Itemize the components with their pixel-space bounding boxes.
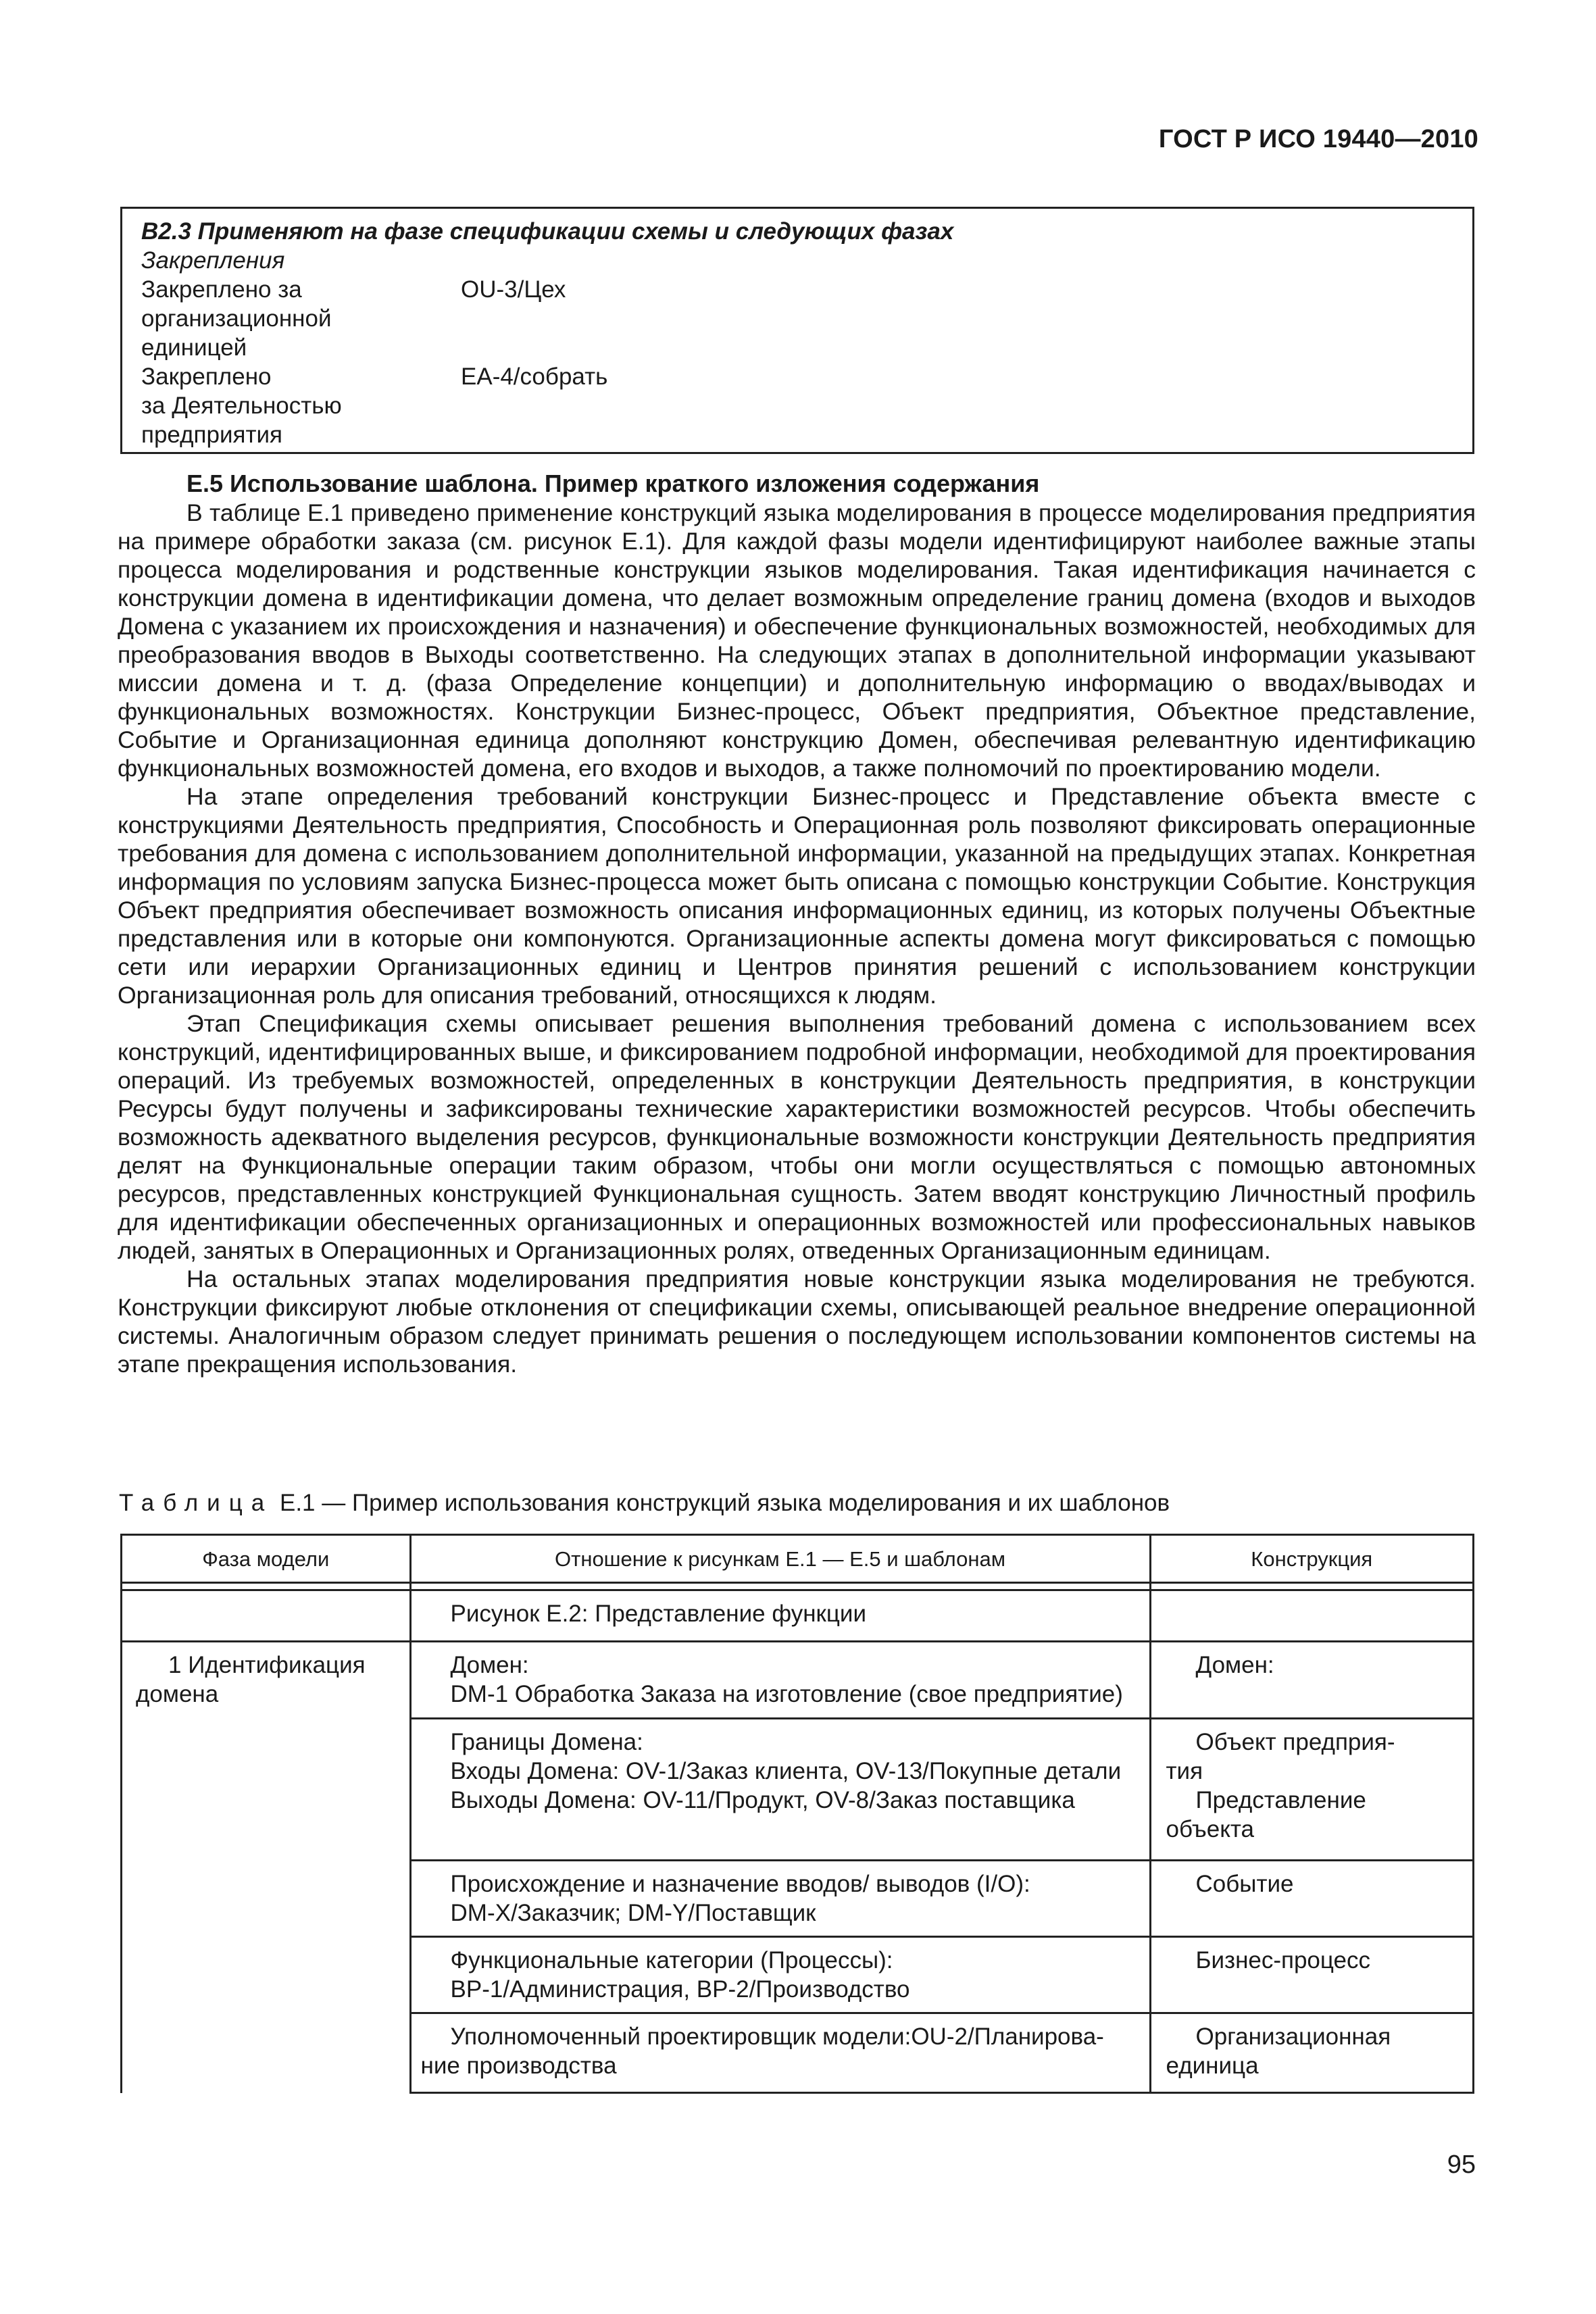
section-e5 bbox=[118, 469, 1476, 1378]
table-row bbox=[122, 1590, 1474, 1642]
column-header: Конструкция bbox=[1150, 1535, 1474, 1583]
construct-line: Домен: bbox=[1195, 1652, 1274, 1678]
spacer-cell bbox=[410, 1583, 1150, 1590]
label-line: за Деятельностью bbox=[141, 393, 342, 419]
label-line: организационной bbox=[141, 305, 332, 332]
label-line: Закреплено за bbox=[141, 276, 302, 303]
section-heading: Е.5 Использование шаблона. Пример краткого изложения содержания bbox=[186, 470, 1040, 497]
relation-cell bbox=[410, 1861, 1150, 1937]
box-row bbox=[141, 275, 1455, 362]
relation-line: ние производства bbox=[420, 2053, 617, 2079]
construct-cell bbox=[1150, 1937, 1474, 2013]
relation-line: Домен: bbox=[450, 1652, 529, 1678]
label-line: предприятия bbox=[141, 422, 282, 448]
label-line: Закреплено bbox=[141, 363, 272, 390]
construct-line: Представление bbox=[1195, 1787, 1366, 1813]
paragraph: На этапе определения требований конструкции Бизнес-процесс и Представление объекта вместе с конструкциями Деятельность предприятия, Способность и Операционная роль позволяют фиксировать операционные требования для домена с использованием дополнительной информации, указанной на предыдущих этапах. Конкретная информация по условиям запуска Бизнес-процесса может быть описана с помощью конструкции Событие. Конструкция Объект предприятия обеспечивает возможность описания информационных единиц, из которых получены Объектные представления или в которые они компонуются. Организационные аспекты домена могут фиксироваться с помощью сети или иерархии Организационных единиц и Центров принятия решений с использованием конструкции Организационная роль для описания требований, относящихся к людям. bbox=[118, 783, 1476, 1009]
construct-cell bbox=[1150, 1590, 1474, 1642]
phase-line: домена bbox=[136, 1681, 219, 1707]
table-header-row bbox=[122, 1535, 1474, 1583]
relation-cell bbox=[410, 1719, 1150, 1861]
construct-line: Бизнес-процесс bbox=[1195, 1947, 1371, 1973]
construct-line: объекта bbox=[1166, 1816, 1254, 1842]
relation-line: DM-1 Обработка Заказа на изготовление (свое предприятие) bbox=[450, 1681, 1123, 1707]
box-row-value: OU-3/Цех bbox=[461, 276, 566, 303]
paragraph: Этап Спецификация схемы описывает решения выполнения требований домена с использованием всех конструкций, идентифицированных выше, и фиксированием подробной информации, необходимой для проектирования операций. Из требуемых возможностей, определенных в конструкции Деятельность предприятия, в конструкции Ресурсы будут получены и зафиксированы технические характеристики возможностей ресурсов. Чтобы обеспечить возможность адекватного выделения ресурсов, функциональные возможности конструкции Деятельность предприятия делят на Функциональные операции таким образом, чтобы они могли осуществляться с помощью автономных ресурсов, представленных конструкцией Функциональная сущность. Затем вводят конструкцию Личностный профиль для идентификации обеспеченных организационных и операционных возможностей или профессиональных навыков людей, занятых в Операционных и Организационных ролях, отведенных Организационным единицам. bbox=[118, 1010, 1476, 1264]
paragraph: В таблице Е.1 приведено применение конструкций языка моделирования в процессе моделирования предприятия на примере обработки заказа (см. рисунок Е.1). Для каждой фазы модели идентифицируют наиболее важные этапы процесса моделирования и родственные конструкции языков моделирования. Такая идентификация начинается с конструкции домена в идентификации домена, что делает возможным определение границ домена (входов и выходов Домена с указанием их происхождения и назначения) и обеспечение функциональных возможностей, необходимых для преобразования вводов в Выходы соответственно. На следующих этапах в дополнительной информации указывают миссии домена и т. д. (фаза Определение концепции) и дополнительную информацию о вводах/выводах и функциональных возможностях. Конструкции Бизнес-процесс, Объект предприятия, Объектное представление, Событие и Организационная единица дополняют конструкцию Домен, обеспечивая релевантную идентификацию функциональных возможностей домена, его входов и выходов, а также полномочий по проектированию модели. bbox=[118, 499, 1476, 782]
box-subtitle: Закрепления bbox=[141, 247, 285, 274]
box-title: B2.3 Применяют на фазе спецификации схемы и следующих фазах bbox=[141, 218, 954, 245]
box-row bbox=[141, 362, 1455, 449]
construct-line: тия bbox=[1166, 1758, 1203, 1784]
figure-reference: Рисунок Е.2: Представление функции bbox=[450, 1601, 867, 1627]
phase-cell bbox=[122, 1642, 411, 2093]
relation-line: Входы Домена: OV-1/Заказ клиента, OV-13/Покупные детали bbox=[450, 1758, 1122, 1784]
construct-line: Объект предприя- bbox=[1195, 1729, 1395, 1755]
construct-cell bbox=[1150, 2013, 1474, 2093]
relation-cell bbox=[410, 1937, 1150, 2013]
relation-line: Границы Домена: bbox=[450, 1729, 643, 1755]
table-spacer bbox=[122, 1583, 1474, 1590]
construct-cell bbox=[1150, 1719, 1474, 1861]
page-number: 95 bbox=[1447, 2150, 1476, 2179]
phase-cell bbox=[122, 1590, 411, 1642]
relation-cell bbox=[410, 1590, 1150, 1642]
spacer-cell bbox=[122, 1583, 411, 1590]
construct-cell bbox=[1150, 1861, 1474, 1937]
relation-line: Выходы Домена: OV-11/Продукт, OV-8/Заказ поставщика bbox=[450, 1787, 1075, 1813]
relation-line: BP-1/Администрация, BP-2/Производство bbox=[450, 1976, 910, 2003]
table-caption-label: Таблица bbox=[119, 1490, 274, 1516]
attributes-box bbox=[120, 207, 1474, 454]
relation-cell bbox=[410, 1642, 1150, 1719]
paragraph: На остальных этапах моделирования предприятия новые конструкции языка моделирования не требуются. Конструкции фиксируют любые отклонения от спецификации схемы, описывающей реальное внедрение операционной системы. Аналогичным образом следует принимать решения о последующем использовании компонентов системы на этапе прекращения использования. bbox=[118, 1265, 1476, 1378]
relation-line: DM-X/Заказчик; DM-Y/Поставщик bbox=[450, 1900, 816, 1926]
column-header: Отношение к рисункам Е.1 — Е.5 и шаблонам bbox=[410, 1535, 1150, 1583]
example-table bbox=[120, 1534, 1474, 2094]
construct-line: Событие bbox=[1195, 1871, 1294, 1897]
standard-header: ГОСТ Р ИСО 19440—2010 bbox=[1158, 125, 1478, 153]
construct-line: Организационная bbox=[1195, 2023, 1391, 2050]
box-row-label bbox=[141, 362, 461, 449]
column-header: Фаза модели bbox=[122, 1535, 411, 1583]
phase-line: 1 Идентификация bbox=[168, 1652, 366, 1678]
relation-line: Функциональные категории (Процессы): bbox=[450, 1947, 893, 1973]
relation-line: Происхождение и назначение вводов/ выводов (I/O): bbox=[450, 1871, 1030, 1897]
table-caption bbox=[119, 1490, 1170, 1517]
label-line: единицей bbox=[141, 334, 247, 361]
box-row-value: EA-4/собрать bbox=[461, 363, 608, 390]
construct-cell bbox=[1150, 1642, 1474, 1719]
relation-cell bbox=[410, 2013, 1150, 2093]
table-row bbox=[122, 1642, 1474, 1719]
relation-line: Уполномоченный проектировщик модели:OU-2/Планирова- bbox=[450, 2023, 1104, 2050]
construct-line: единица bbox=[1166, 2053, 1259, 2079]
spacer-cell bbox=[1150, 1583, 1474, 1590]
box-row-label bbox=[141, 275, 461, 362]
table-caption-text: Е.1 — Пример использования конструкций языка моделирования и их шаблонов bbox=[279, 1490, 1170, 1516]
